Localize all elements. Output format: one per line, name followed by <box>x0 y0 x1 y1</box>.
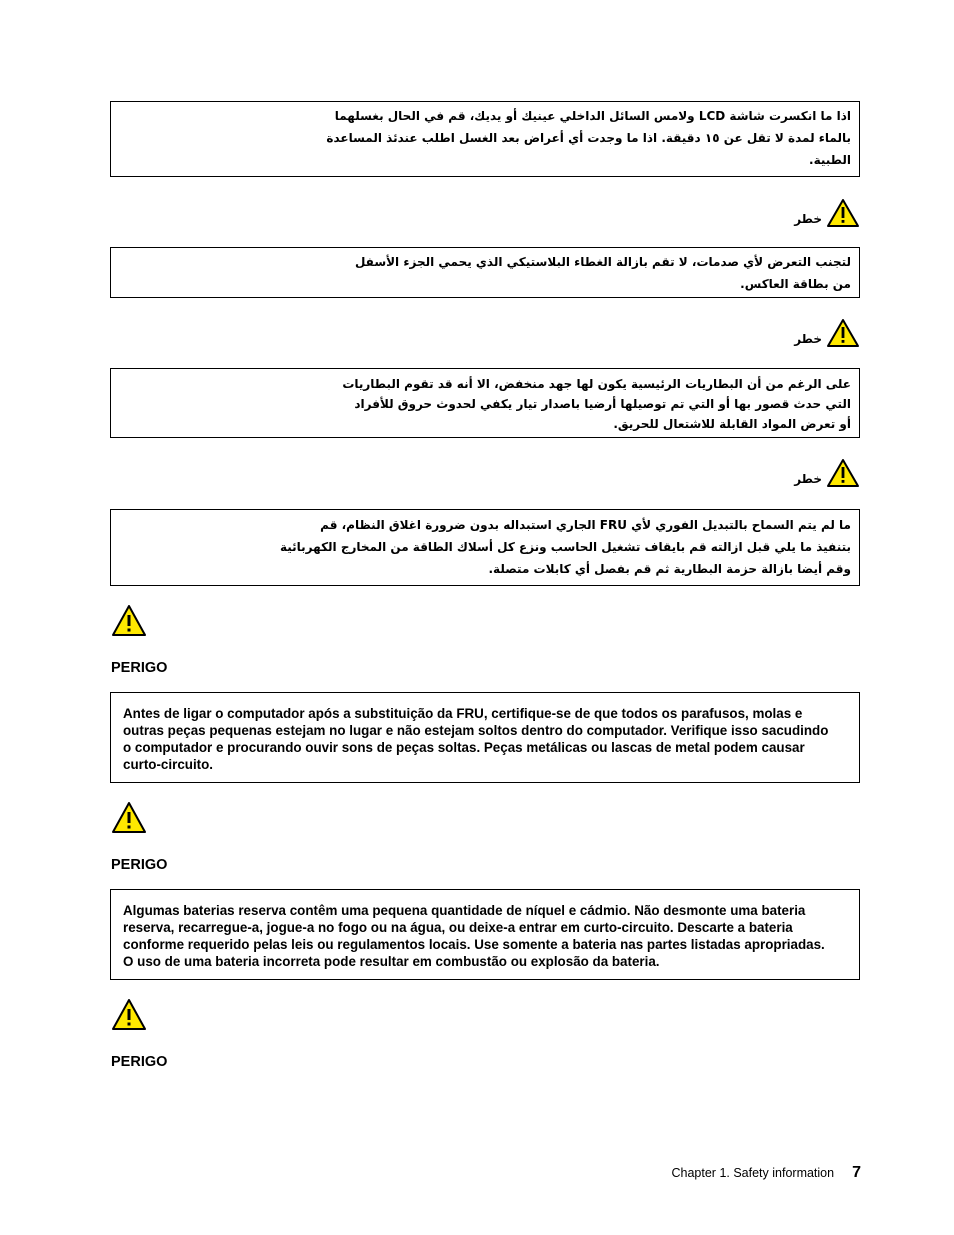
warning-line: أو تعرض المواد القابلة للاشتعال للحريق. <box>613 417 851 431</box>
perigo-heading: PERIGO <box>111 857 168 873</box>
warning-line: بتنفيذ ما يلي قبل ازالته قم بايقاف تشغيل الحاسب ونزع كل أسلاك الطاقة من المخارج الكهربائية <box>279 540 851 554</box>
danger-heading-ar <box>794 316 860 350</box>
warning-line: O uso de uma bateria incorreta pode resultar em combustão ou explosão da bateria. <box>123 954 660 969</box>
danger-heading-ar <box>794 196 860 230</box>
warning-box-ar-inverter <box>110 247 860 298</box>
warning-triangle-icon <box>111 604 147 638</box>
warning-line: curto-circuito. <box>123 757 214 772</box>
warning-line: outras peças pequenas estejam no lugar e não estejam soltos dentro do computador. Verifique isso sacudindo <box>123 723 829 738</box>
warning-line: Antes de ligar o computador após a substituição da FRU, certifique-se de que todos os parafusos, molas e <box>123 706 803 721</box>
warning-box-pt-fru <box>110 692 860 783</box>
warning-box-ar-fru <box>110 509 860 586</box>
warning-triangle-icon <box>826 198 860 228</box>
warning-box-ar-battery <box>110 368 860 438</box>
warning-line: بالماء لمدة لا تقل عن ١٥ دقيقة. اذا ما وجدت أي أعراض بعد الغسل اطلب عندئذ المساعدة <box>326 131 851 145</box>
chapter-title: Chapter 1. Safety information <box>671 1166 835 1180</box>
warning-line: لتجنب التعرض لأي صدمات، لا تقم بازالة الغطاء البلاستيكي الذي يحمي الجزء الأسفل <box>354 255 851 269</box>
warning-triangle-icon <box>111 801 147 835</box>
warning-line: على الرغم من أن البطاريات الرئيسية يكون لها جهد منخفض، الا أنه قد تقوم البطاريات <box>342 377 851 391</box>
danger-label: خطر <box>794 332 822 346</box>
warning-line: من بطاقة العاكس. <box>740 277 851 291</box>
warning-line: o computador e procurando ouvir sons de peças soltas. Peças metálicas ou lascas de metal podem causar <box>123 740 805 755</box>
danger-label: خطر <box>794 212 822 226</box>
warning-line: ما لم يتم السماح بالتبديل الفوري لأي FRU الجاري استبداله بدون ضرورة اغلاق النظام، قم <box>320 518 851 532</box>
warning-box-ar-lcd <box>110 101 860 177</box>
perigo-heading: PERIGO <box>111 1054 168 1070</box>
danger-heading-ar <box>794 456 860 490</box>
warning-line: التي حدث قصور بها أو التي تم توصيلها أرضيا باصدار تيار يكفي لحدوث حروق للأفراد <box>354 397 851 411</box>
warning-line: وقم أيضا بازالة حزمة البطارية ثم قم بفصل أي كابلات متصلة. <box>488 562 851 576</box>
warning-line: اذا ما انكسرت شاشة LCD ولامس السائل الداخلي عينيك أو يديك، قم في الحال بغسلهما <box>334 109 851 123</box>
warning-line: Algumas baterias reserva contêm uma pequena quantidade de níquel e cádmio. Não desmonte uma bateria <box>123 903 806 918</box>
page-number: 7 <box>852 1164 861 1181</box>
warning-box-pt-battery <box>110 889 860 980</box>
danger-label: خطر <box>794 472 822 486</box>
warning-line: conforme requerido pelas leis ou regulamentos locais. Use somente a bateria nas partes listadas apropriadas. <box>123 937 825 952</box>
warning-triangle-icon <box>111 998 147 1032</box>
perigo-heading: PERIGO <box>111 660 168 676</box>
warning-triangle-icon <box>826 458 860 488</box>
warning-line: الطبية. <box>809 153 851 167</box>
warning-line: reserva, recarregue-a, jogue-a no fogo ou na água, ou deixe-a entrar em curto-circuito. Descarte a bateria <box>123 920 793 935</box>
warning-triangle-icon <box>826 318 860 348</box>
page-footer <box>672 1164 862 1182</box>
